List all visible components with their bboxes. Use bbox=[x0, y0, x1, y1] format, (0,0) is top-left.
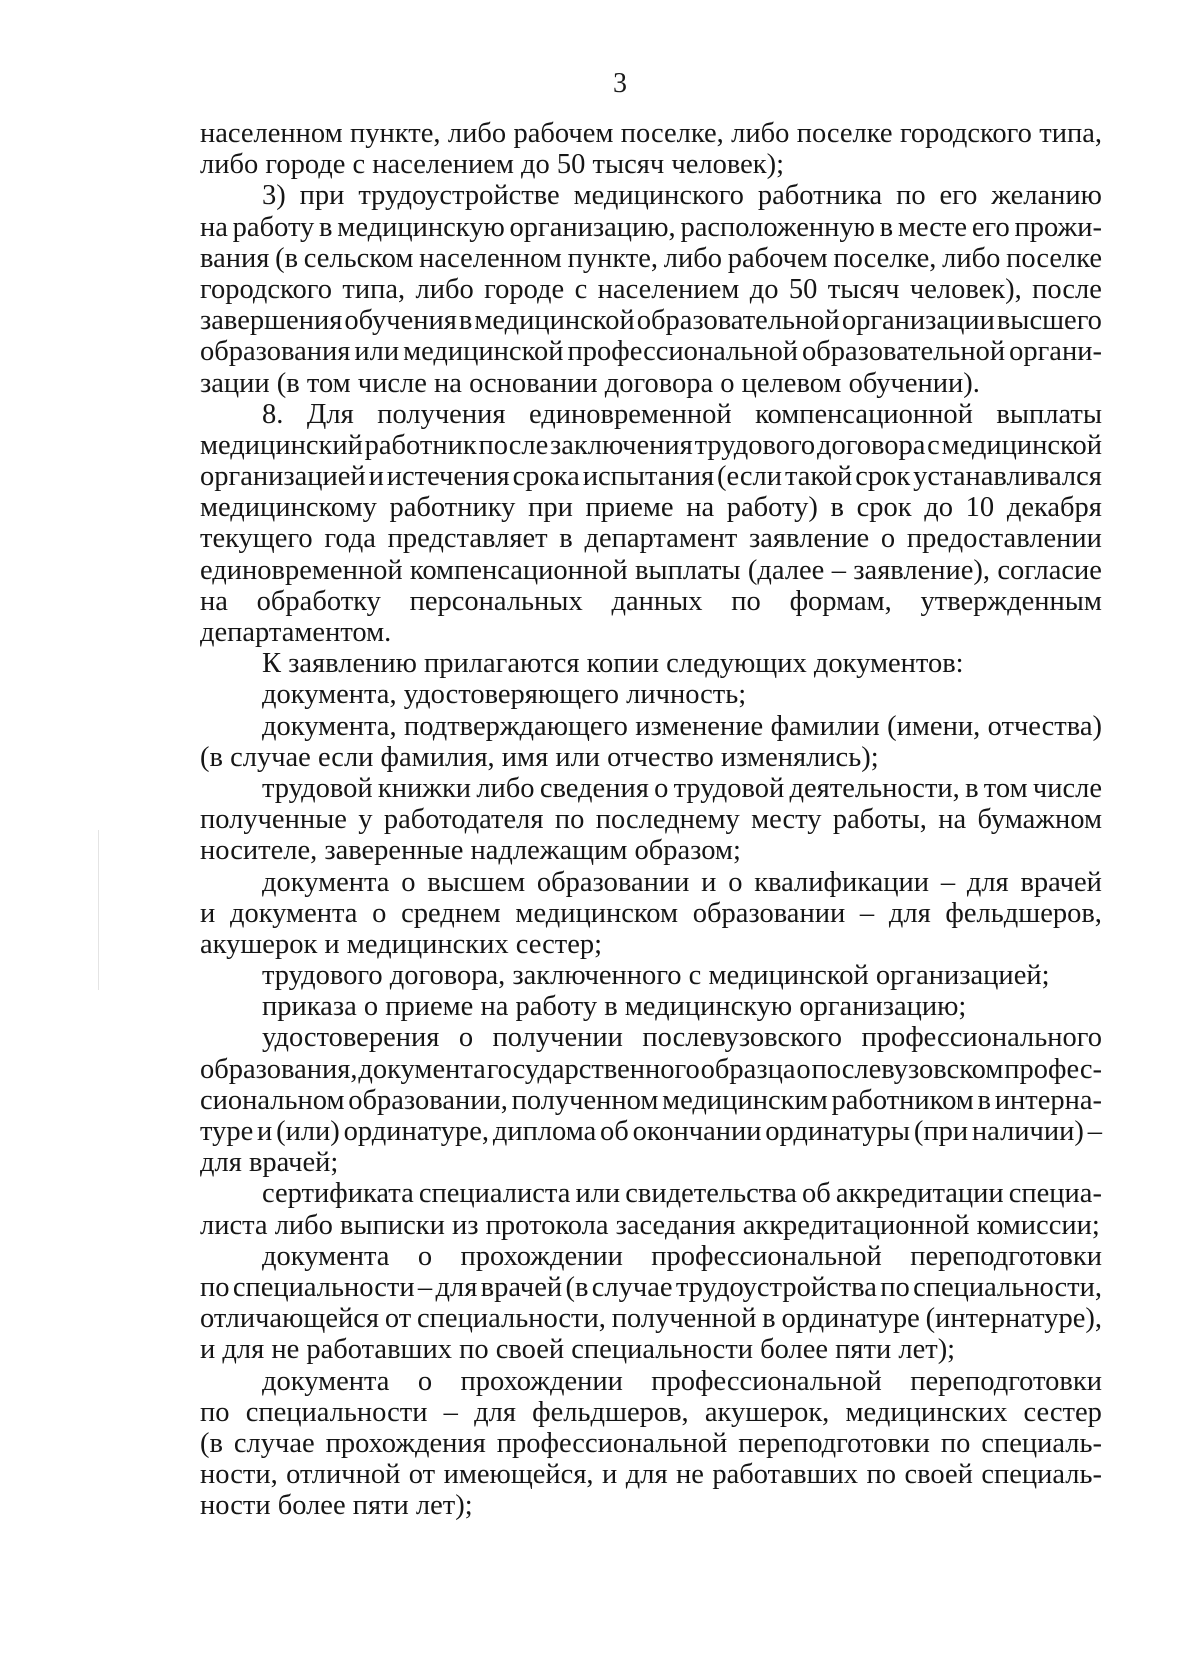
text-line: приказа о приеме на работу в медицинскую организацию; bbox=[262, 991, 967, 1023]
text-line: вания (в сельском населенном пункте, либо рабочем поселке, либо поселке bbox=[200, 242, 1102, 274]
text-line: носителе, заверенные надлежащим образом; bbox=[200, 835, 741, 867]
text-line: 3) при трудоустройстве медицинского работника по его желанию bbox=[262, 180, 1102, 212]
text-line: по специальности – для фельдшеров, акушерок, медицинских сестер bbox=[200, 1396, 1102, 1428]
text-line: сертификата специалиста или свидетельства об аккредитации специа- bbox=[262, 1178, 1102, 1210]
page-number: 3 bbox=[613, 68, 627, 99]
text-line: сиональном образовании, полученном медицинским работником в интерна- bbox=[200, 1084, 1102, 1116]
scan-margin-mark bbox=[98, 830, 99, 990]
text-line: (в случае прохождения профессиональной переподготовки по специаль- bbox=[200, 1427, 1102, 1459]
text-line: К заявлению прилагаются копии следующих документов: bbox=[262, 648, 964, 680]
text-line: текущего года представляет в департамент заявление о предоставлении bbox=[200, 523, 1102, 555]
text-line: либо городе с населением до 50 тысяч человек); bbox=[200, 149, 785, 181]
text-line: населенном пункте, либо рабочем поселке, либо поселке городского типа, bbox=[200, 118, 1102, 149]
text-line: медицинский работник после заключения трудового договора с медицинской bbox=[200, 429, 1102, 461]
text-line: городского типа, либо городе с населением до 50 тысяч человек), после bbox=[200, 273, 1102, 305]
text-line: департаментом. bbox=[200, 617, 392, 648]
text-line: трудового договора, заключенного с медицинской организацией; bbox=[262, 960, 1050, 992]
text-line: полученные у работодателя по последнему месту работы, на бумажном bbox=[200, 804, 1102, 836]
text-line: образования, документа государственного образца о послевузовском профес- bbox=[200, 1053, 1102, 1085]
text-line: организацией и истечения срока испытания (если такой срок устанавливался bbox=[200, 461, 1102, 493]
text-line: и документа о среднем медицинском образовании – для фельдшеров, bbox=[200, 897, 1102, 929]
text-line: ности, отличной от имеющейся, и для не работавших по своей специаль- bbox=[200, 1459, 1102, 1491]
text-line: документа о высшем образовании и о квалификации – для врачей bbox=[262, 866, 1102, 898]
text-line: (в случае если фамилия, имя или отчество изменялись); bbox=[200, 741, 879, 773]
text-line: на работу в медицинскую организацию, расположенную в месте его прожи- bbox=[200, 211, 1102, 243]
text-line: листа либо выписки из протокола заседания аккредитационной комиссии; bbox=[200, 1209, 1100, 1241]
text-line: акушерок и медицинских сестер; bbox=[200, 928, 603, 960]
text-line: отличающейся от специальности, полученной в ординатуре (интернатуре), bbox=[200, 1303, 1102, 1335]
text-line: документа, подтверждающего изменение фамилии (имени, отчества) bbox=[262, 710, 1102, 742]
text-line: документа о прохождении профессиональной переподготовки bbox=[262, 1240, 1102, 1272]
text-line: документа, удостоверяющего личность; bbox=[262, 679, 747, 711]
text-line: по специальности – для врачей (в случае трудоустройства по специальности, bbox=[200, 1271, 1102, 1303]
text-line: завершения обучения в медицинской образовательной организации высшего bbox=[200, 305, 1102, 337]
text-line: единовременной компенсационной выплаты (далее – заявление), согласие bbox=[200, 554, 1102, 586]
text-line: и для не работавших по своей специальности более пяти лет); bbox=[200, 1334, 956, 1366]
text-line: образования или медицинской профессиональной образовательной органи- bbox=[200, 336, 1102, 368]
text-line: трудовой книжки либо сведения о трудовой деятельности, в том числе bbox=[262, 772, 1102, 804]
text-line: документа о прохождении профессиональной переподготовки bbox=[262, 1365, 1102, 1397]
text-line: зации (в том числе на основании договора о целевом обучении). bbox=[200, 367, 980, 399]
document-body bbox=[200, 118, 1102, 1521]
text-line: туре и (или) ординатуре, диплома об окончании ординатуры (при наличии) – bbox=[200, 1116, 1102, 1147]
text-line: на обработку персональных данных по формам, утвержденным bbox=[200, 585, 1102, 617]
text-line: для врачей; bbox=[200, 1147, 339, 1179]
text-line: медицинскому работнику при приеме на работу) в срок до 10 декабря bbox=[200, 492, 1102, 524]
text-line: ности более пяти лет); bbox=[200, 1490, 473, 1522]
text-line: 8. Для получения единовременной компенсационной выплаты bbox=[262, 398, 1102, 430]
text-line: удостоверения о получении послевузовского профессионального bbox=[262, 1022, 1102, 1054]
